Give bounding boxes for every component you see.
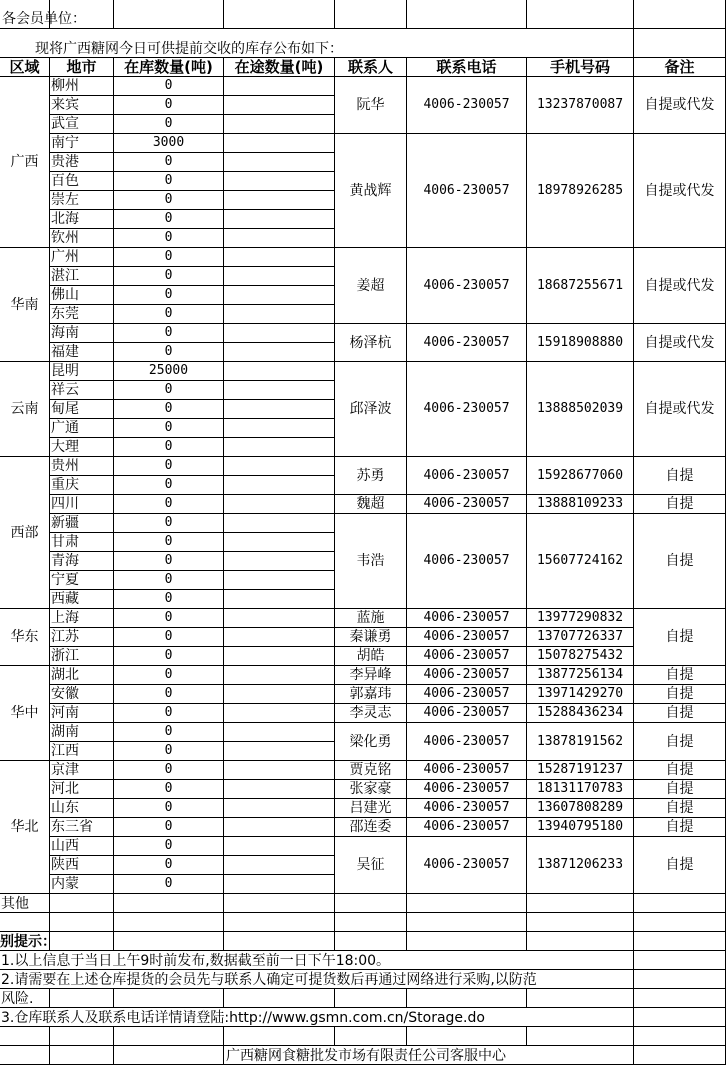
- transit-cell: [224, 723, 335, 742]
- contact-phone: 4006-230057: [407, 818, 527, 837]
- contact-name: 秦谦勇: [335, 628, 407, 647]
- contact-mobile: 13878191562: [527, 723, 634, 761]
- contact-name: 胡皓: [335, 647, 407, 666]
- transit-cell: [224, 875, 335, 894]
- city-cell: 安徽: [50, 685, 114, 704]
- region-cell: 华南: [0, 248, 50, 362]
- empty-cell: [634, 1046, 726, 1065]
- empty-cell: [527, 989, 634, 1008]
- contact-mobile: 18131170783: [527, 780, 634, 799]
- transit-cell: [224, 533, 335, 552]
- transit-cell: [224, 742, 335, 761]
- empty-cell: [50, 1046, 114, 1065]
- transit-cell: [224, 761, 335, 780]
- note-cell: 自提: [634, 685, 726, 704]
- contact-name: 姜超: [335, 248, 407, 324]
- stock-cell: 0: [114, 742, 224, 761]
- empty-cell: [634, 29, 726, 58]
- empty-cell: [335, 932, 407, 951]
- contact-phone: 4006-230057: [407, 761, 527, 780]
- city-cell: 北海: [50, 210, 114, 229]
- contact-mobile: 18687255671: [527, 248, 634, 324]
- note-cell: 自提: [634, 609, 726, 666]
- contact-name: 吴征: [335, 837, 407, 894]
- city-cell: 甸尾: [50, 400, 114, 419]
- stock-cell: 0: [114, 609, 224, 628]
- contact-phone: 4006-230057: [407, 837, 527, 894]
- contact-phone: 4006-230057: [407, 685, 527, 704]
- contact-mobile: 15607724162: [527, 514, 634, 609]
- transit-cell: [224, 229, 335, 248]
- note-cell: 自提: [634, 761, 726, 780]
- stock-cell: 0: [114, 305, 224, 324]
- transit-cell: [224, 799, 335, 818]
- contact-mobile: 15918908880: [527, 324, 634, 362]
- empty-cell: [407, 932, 527, 951]
- empty-cell: [634, 989, 726, 1008]
- empty-cell: [527, 913, 634, 932]
- stock-cell: 0: [114, 552, 224, 571]
- empty-cell: [114, 913, 224, 932]
- stock-cell: 0: [114, 647, 224, 666]
- transit-cell: [224, 457, 335, 476]
- transit-cell: [224, 438, 335, 457]
- region-cell: 华中: [0, 666, 50, 761]
- transit-cell: [224, 647, 335, 666]
- stock-cell: 0: [114, 685, 224, 704]
- transit-cell: [224, 780, 335, 799]
- stock-cell: 0: [114, 799, 224, 818]
- transit-cell: [224, 248, 335, 267]
- transit-cell: [224, 571, 335, 590]
- stock-cell: 0: [114, 856, 224, 875]
- transit-cell: [224, 590, 335, 609]
- city-cell: 武宣: [50, 115, 114, 134]
- column-header: 联系电话: [407, 58, 527, 77]
- stock-cell: 0: [114, 495, 224, 514]
- empty-cell: [634, 951, 726, 970]
- empty-cell: [634, 970, 726, 989]
- stock-cell: 0: [114, 875, 224, 894]
- city-cell: 新疆: [50, 514, 114, 533]
- transit-cell: [224, 324, 335, 343]
- city-cell: 祥云: [50, 381, 114, 400]
- notice-line: 3.仓库联系人及联系电话详情请登陆:http://www.gsmn.com.cn/Storage.do: [1, 1010, 485, 1026]
- city-cell: 陕西: [50, 856, 114, 875]
- stock-cell: 0: [114, 571, 224, 590]
- column-header: 联系人: [335, 58, 407, 77]
- stock-cell: 0: [114, 229, 224, 248]
- contact-name: 李灵志: [335, 704, 407, 723]
- column-header: 在库数量(吨): [114, 58, 224, 77]
- contact-mobile: 13971429270: [527, 685, 634, 704]
- empty-cell: [114, 932, 224, 951]
- empty-cell: [114, 989, 224, 1008]
- empty-cell: [527, 0, 634, 29]
- transit-cell: [224, 96, 335, 115]
- contact-phone: 4006-230057: [407, 704, 527, 723]
- transit-cell: [224, 286, 335, 305]
- city-cell: 内蒙: [50, 875, 114, 894]
- stock-cell: 0: [114, 191, 224, 210]
- transit-cell: [224, 609, 335, 628]
- contact-mobile: 13940795180: [527, 818, 634, 837]
- transit-cell: [224, 495, 335, 514]
- transit-cell: [224, 628, 335, 647]
- empty-cell: [224, 932, 335, 951]
- stock-cell: 0: [114, 248, 224, 267]
- title-row: 各会员单位：: [2, 11, 86, 27]
- city-cell: 柳州: [50, 77, 114, 96]
- transit-cell: [224, 210, 335, 229]
- stock-cell: 0: [114, 476, 224, 495]
- contact-name: 梁化勇: [335, 723, 407, 761]
- empty-cell: [527, 932, 634, 951]
- stock-cell: 0: [114, 590, 224, 609]
- note-cell: 自提: [634, 723, 726, 761]
- contact-phone: 4006-230057: [407, 77, 527, 134]
- contact-phone: 4006-230057: [407, 457, 527, 495]
- empty-cell: [335, 1027, 407, 1046]
- city-cell: 四川: [50, 495, 114, 514]
- notice-line: 1.以上信息于当日上午9时前发布,数据截至前一日下午18:00。: [1, 953, 391, 969]
- stock-cell: 0: [114, 514, 224, 533]
- contact-phone: 4006-230057: [407, 723, 527, 761]
- contact-phone: 4006-230057: [407, 134, 527, 248]
- stock-cell: 0: [114, 381, 224, 400]
- stock-cell: 0: [114, 704, 224, 723]
- transit-cell: [224, 419, 335, 438]
- city-cell: 京津: [50, 761, 114, 780]
- stock-cell: 0: [114, 780, 224, 799]
- stock-cell: 0: [114, 400, 224, 419]
- stock-cell: 0: [114, 818, 224, 837]
- empty-cell: [527, 1027, 634, 1046]
- stock-cell: 0: [114, 324, 224, 343]
- city-cell: 山西: [50, 837, 114, 856]
- stock-cell: 0: [114, 115, 224, 134]
- contact-name: 邱泽波: [335, 362, 407, 457]
- empty-cell: [634, 1027, 726, 1046]
- contact-name: 魏超: [335, 495, 407, 514]
- contact-phone: 4006-230057: [407, 495, 527, 514]
- transit-cell: [224, 153, 335, 172]
- city-cell: 上海: [50, 609, 114, 628]
- empty-cell: [335, 913, 407, 932]
- notice-line: 2.请需要在上述仓库提货的会员先与联系人确定可提货数后再通过网络进行采购,以防范: [1, 972, 537, 988]
- contact-name: 吕建光: [335, 799, 407, 818]
- transit-cell: [224, 191, 335, 210]
- stock-cell: 0: [114, 210, 224, 229]
- contact-name: 苏勇: [335, 457, 407, 495]
- empty-cell: [407, 913, 527, 932]
- empty-cell: [50, 989, 114, 1008]
- empty-cell: [634, 894, 726, 913]
- column-header: 地市: [50, 58, 114, 77]
- city-cell: 贵港: [50, 153, 114, 172]
- city-cell: 湛江: [50, 267, 114, 286]
- transit-cell: [224, 818, 335, 837]
- region-cell: 云南: [0, 362, 50, 457]
- city-cell: 宁夏: [50, 571, 114, 590]
- column-header: 备注: [634, 58, 726, 77]
- city-cell: 湖北: [50, 666, 114, 685]
- contact-mobile: 13607808289: [527, 799, 634, 818]
- contact-name: 阮华: [335, 77, 407, 134]
- city-cell: 福建: [50, 343, 114, 362]
- note-cell: 自提: [634, 780, 726, 799]
- contact-phone: 4006-230057: [407, 362, 527, 457]
- empty-cell: [50, 913, 114, 932]
- city-cell: 东三省: [50, 818, 114, 837]
- contact-mobile: 13877256134: [527, 666, 634, 685]
- contact-mobile: 13707726337: [527, 628, 634, 647]
- transit-cell: [224, 172, 335, 191]
- contact-name: 杨泽杭: [335, 324, 407, 362]
- city-cell: 江苏: [50, 628, 114, 647]
- city-cell: 广通: [50, 419, 114, 438]
- transit-cell: [224, 666, 335, 685]
- transit-cell: [224, 400, 335, 419]
- note-cell: 自提: [634, 799, 726, 818]
- empty-cell: [114, 0, 224, 29]
- city-cell: 贵州: [50, 457, 114, 476]
- stock-cell: 0: [114, 343, 224, 362]
- stock-cell: 0: [114, 267, 224, 286]
- note-cell: 自提或代发: [634, 362, 726, 457]
- contact-name: 郭嘉玮: [335, 685, 407, 704]
- empty-cell: [50, 932, 114, 951]
- notice-title: 别提示：: [0, 934, 56, 950]
- city-cell: 大理: [50, 438, 114, 457]
- footer-text: 广西糖网食糖批发市场有限责任公司客服中心: [226, 1048, 506, 1064]
- stock-cell: 0: [114, 77, 224, 96]
- stock-cell: 3000: [114, 134, 224, 153]
- note-cell: 自提: [634, 457, 726, 495]
- contact-mobile: 13977290832: [527, 609, 634, 628]
- contact-phone: 4006-230057: [407, 514, 527, 609]
- empty-cell: [224, 1027, 335, 1046]
- note-cell: 自提: [634, 837, 726, 894]
- stock-cell: 0: [114, 153, 224, 172]
- region-cell: 华东: [0, 609, 50, 666]
- city-cell: 来宾: [50, 96, 114, 115]
- empty-cell: [114, 1046, 224, 1065]
- note-cell: 自提或代发: [634, 248, 726, 324]
- stock-cell: 25000: [114, 362, 224, 381]
- empty-cell: [224, 0, 335, 29]
- empty-cell: [335, 0, 407, 29]
- note-cell: 自提: [634, 704, 726, 723]
- city-cell: 河北: [50, 780, 114, 799]
- transit-cell: [224, 362, 335, 381]
- region-cell: 广西: [0, 77, 50, 248]
- note-cell: 自提或代发: [634, 134, 726, 248]
- contact-mobile: 15078275432: [527, 647, 634, 666]
- city-cell: 西藏: [50, 590, 114, 609]
- empty-cell: [0, 1046, 50, 1065]
- city-cell: 青海: [50, 552, 114, 571]
- note-cell: 自提: [634, 495, 726, 514]
- empty-cell: [634, 932, 726, 951]
- contact-phone: 4006-230057: [407, 799, 527, 818]
- city-cell: 江西: [50, 742, 114, 761]
- city-cell: 浙江: [50, 647, 114, 666]
- stock-cell: 0: [114, 438, 224, 457]
- contact-mobile: 15288436234: [527, 704, 634, 723]
- empty-cell: [0, 1027, 50, 1046]
- city-cell: 重庆: [50, 476, 114, 495]
- contact-mobile: 15928677060: [527, 457, 634, 495]
- contact-mobile: 15287191237: [527, 761, 634, 780]
- city-cell: 南宁: [50, 134, 114, 153]
- stock-cell: 0: [114, 96, 224, 115]
- stock-cell: 0: [114, 286, 224, 305]
- empty-cell: [527, 894, 634, 913]
- empty-cell: [335, 989, 407, 1008]
- empty-cell: [224, 989, 335, 1008]
- contact-name: 邵连委: [335, 818, 407, 837]
- stock-cell: 0: [114, 419, 224, 438]
- transit-cell: [224, 343, 335, 362]
- region-cell: 华北: [0, 761, 50, 894]
- empty-cell: [335, 894, 407, 913]
- transit-cell: [224, 476, 335, 495]
- city-cell: 湖南: [50, 723, 114, 742]
- city-cell: 东莞: [50, 305, 114, 324]
- empty-cell: [407, 1027, 527, 1046]
- city-cell: 钦州: [50, 229, 114, 248]
- intro-text: 现将广西糖网今日可供提前交收的库存公布如下：: [35, 41, 343, 57]
- contact-mobile: 13888502039: [527, 362, 634, 457]
- contact-name: 贾克铭: [335, 761, 407, 780]
- contact-name: 黄战辉: [335, 134, 407, 248]
- city-cell: 甘肃: [50, 533, 114, 552]
- empty-cell: [634, 1008, 726, 1027]
- contact-phone: 4006-230057: [407, 609, 527, 628]
- empty-cell: [50, 894, 114, 913]
- empty-cell: [407, 0, 527, 29]
- contact-mobile: 13237870087: [527, 77, 634, 134]
- other-label: 其他: [1, 896, 29, 912]
- city-cell: 崇左: [50, 191, 114, 210]
- transit-cell: [224, 514, 335, 533]
- city-cell: 百色: [50, 172, 114, 191]
- stock-cell: 0: [114, 628, 224, 647]
- empty-cell: [634, 913, 726, 932]
- empty-cell: [50, 1027, 114, 1046]
- note-cell: 自提或代发: [634, 324, 726, 362]
- transit-cell: [224, 552, 335, 571]
- empty-cell: [407, 894, 527, 913]
- contact-name: 张家豪: [335, 780, 407, 799]
- stock-cell: 0: [114, 723, 224, 742]
- notice-line: 风险.: [1, 991, 34, 1007]
- column-header: 在途数量(吨): [224, 58, 335, 77]
- transit-cell: [224, 115, 335, 134]
- contact-name: 蓝施: [335, 609, 407, 628]
- note-cell: 自提: [634, 666, 726, 685]
- contact-name: 李异峰: [335, 666, 407, 685]
- contact-phone: 4006-230057: [407, 647, 527, 666]
- contact-phone: 4006-230057: [407, 780, 527, 799]
- city-cell: 佛山: [50, 286, 114, 305]
- transit-cell: [224, 267, 335, 286]
- stock-cell: 0: [114, 666, 224, 685]
- stock-cell: 0: [114, 457, 224, 476]
- column-header: 手机号码: [527, 58, 634, 77]
- contact-phone: 4006-230057: [407, 628, 527, 647]
- contact-mobile: 13888109233: [527, 495, 634, 514]
- transit-cell: [224, 381, 335, 400]
- empty-cell: [0, 913, 50, 932]
- transit-cell: [224, 856, 335, 875]
- empty-cell: [224, 913, 335, 932]
- note-cell: 自提: [634, 514, 726, 609]
- transit-cell: [224, 134, 335, 153]
- note-cell: 自提: [634, 818, 726, 837]
- contact-name: 韦浩: [335, 514, 407, 609]
- city-cell: 广州: [50, 248, 114, 267]
- empty-cell: [224, 894, 335, 913]
- city-cell: 山东: [50, 799, 114, 818]
- transit-cell: [224, 837, 335, 856]
- empty-cell: [634, 0, 726, 29]
- contact-phone: 4006-230057: [407, 248, 527, 324]
- empty-cell: [114, 894, 224, 913]
- region-cell: 西部: [0, 457, 50, 609]
- stock-cell: 0: [114, 761, 224, 780]
- empty-cell: [114, 1027, 224, 1046]
- contact-phone: 4006-230057: [407, 666, 527, 685]
- empty-cell: [407, 989, 527, 1008]
- note-cell: 自提或代发: [634, 77, 726, 134]
- column-header: 区域: [0, 58, 50, 77]
- stock-cell: 0: [114, 172, 224, 191]
- transit-cell: [224, 685, 335, 704]
- transit-cell: [224, 704, 335, 723]
- transit-cell: [224, 77, 335, 96]
- stock-cell: 0: [114, 837, 224, 856]
- contact-phone: 4006-230057: [407, 324, 527, 362]
- city-cell: 河南: [50, 704, 114, 723]
- contact-mobile: 13871206233: [527, 837, 634, 894]
- city-cell: 海南: [50, 324, 114, 343]
- contact-mobile: 18978926285: [527, 134, 634, 248]
- city-cell: 昆明: [50, 362, 114, 381]
- stock-cell: 0: [114, 533, 224, 552]
- transit-cell: [224, 305, 335, 324]
